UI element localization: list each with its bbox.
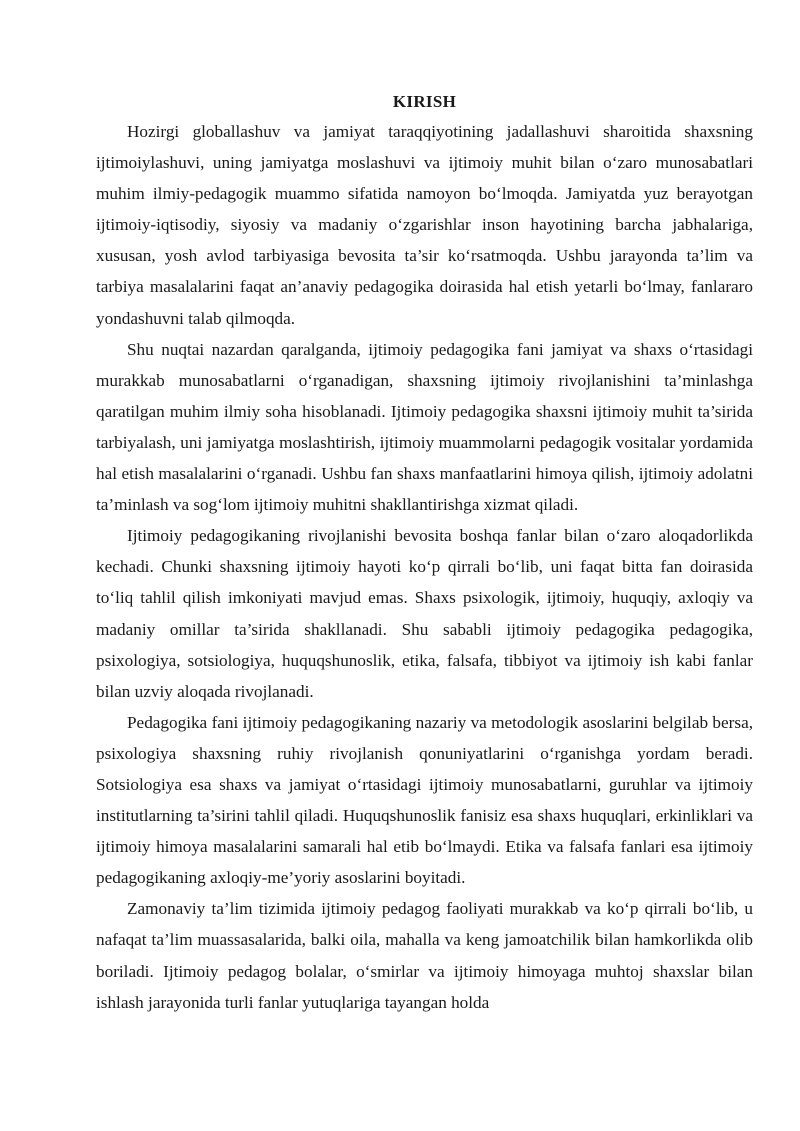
paragraph-1: Hozirgi globallashuv va jamiyat taraqqiyotining jadallashuvi sharoitida shaxsning ijtimoiylashuvi, uning jamiyatga moslashuvi va ijtimoiy muhit bilan o‘zaro munosabatlari muhim ilmiy-pedagogik muammo sifatida namoyon bo‘lmoqda. Jamiyatda yuz berayotgan ijtimoiy-iqtisodiy, siyosiy va madaniy o‘zgarishlar inson hayotining barcha jabhalariga, xususan, yosh avlod tarbiyasiga bevosita ta’sir ko‘rsatmoqda. Ushbu jarayonda ta’lim va tarbiya masalalarini faqat an’anaviy pedagogika doirasida hal etish yetarli bo‘lmay, fanlararo yondashuvni talab qilmoqda. bbox=[96, 122, 753, 328]
paragraph-5: Zamonaviy ta’lim tizimida ijtimoiy pedagog faoliyati murakkab va ko‘p qirrali bo‘lib, u nafaqat ta’lim muassasalarida, balki oila, mahalla va keng jamoatchilik bilan hamkorlikda olib boriladi. Ijtimoiy pedagog bolalar, o‘smirlar va ijtimoiy himoyaga muhtoj shaxslar bilan ishlash jarayonida turli fanlar yutuqlariga tayangan holda bbox=[96, 899, 753, 1012]
paragraph-4: Pedagogika fani ijtimoiy pedagogikaning nazariy va metodologik asoslarini belgilab bersa, psixologiya shaxsning ruhiy rivojlanish qonuniyatlarini o‘rganishga yordam beradi. Sotsiologiya esa shaxs va jamiyat o‘rtasidagi ijtimoiy munosabatlarni, guruhlar va ijtimoiy institutlarning ta’sirini tahlil qiladi. Huquqshunoslik fanisiz esa shaxs huquqlari, erkinliklari va ijtimoiy himoya masalalarini samarali hal etib bo‘lmaydi. Etika va falsafa fanlari esa ijtimoiy pedagogikaning axloqiy-me’yoriy asoslarini boyitadi. bbox=[96, 712, 753, 888]
document-title: KIRISH bbox=[392, 92, 457, 111]
paragraph-3: Ijtimoiy pedagogikaning rivojlanishi bevosita boshqa fanlar bilan o‘zaro aloqadorlikda kechadi. Chunki shaxsning ijtimoiy hayoti ko‘p qirrali bo‘lib, uni faqat bitta fan doirasida to‘liq tahlil qilish imkoniyati mavjud emas. Shaxs psixologik, ijtimoiy, huquqiy, axloqiy va madaniy omillar ta’sirida shakllanadi. Shu sababli ijtimoiy pedagogika pedagogika, psixologiya, sotsiologiya, huquqshunoslik, etika, falsafa, tibbiyot va ijtimoiy ish kabi fanlar bilan uzviy aloqada rivojlanadi. bbox=[96, 526, 753, 701]
paragraph-2: Shu nuqtai nazardan qaralganda, ijtimoiy pedagogika fani jamiyat va shaxs o‘rtasidagi murakkab munosabatlarni o‘rganadigan, shaxsning ijtimoiy rivojlanishini ta’minlashga qaratilgan muhim ilmiy soha hisoblanadi. Ijtimoiy pedagogika shaxsni ijtimoiy muhit ta’sirida tarbiyalash, uni jamiyatga moslashtirish, ijtimoiy muammolarni pedagogik vositalar yordamida hal etish masalalarini o‘rganadi. Ushbu fan shaxs manfaatlarini himoya qilish, ijtimoiy adolatni ta’minlash va sog‘lom ijtimoiy muhitni shakllantirishga xizmat qiladi. bbox=[96, 339, 753, 515]
document-body bbox=[96, 88, 753, 1018]
